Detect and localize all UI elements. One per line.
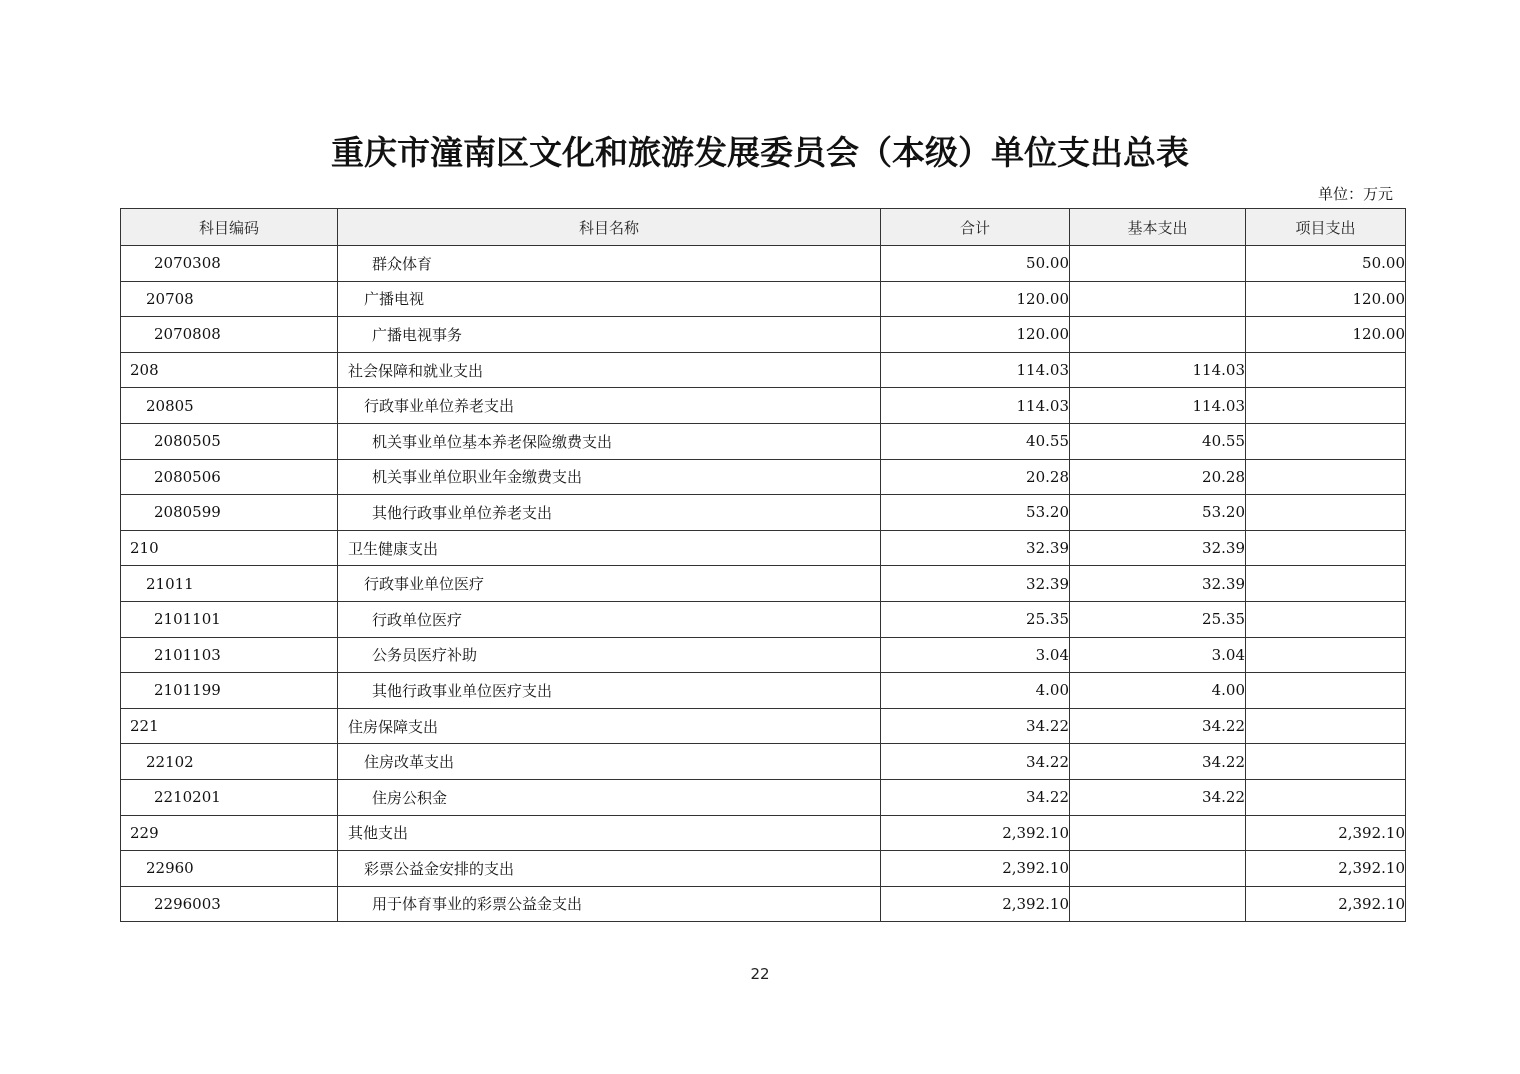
cell-name: 机关事业单位基本养老保险缴费支出 xyxy=(338,423,881,459)
cell-code: 22960 xyxy=(121,851,338,887)
cell-total: 3.04 xyxy=(881,637,1070,673)
cell-basic: 25.35 xyxy=(1070,601,1246,637)
table-row xyxy=(121,246,1406,282)
cell-basic: 20.28 xyxy=(1070,459,1246,495)
cell-total: 32.39 xyxy=(881,566,1070,602)
cell-total: 4.00 xyxy=(881,673,1070,709)
header-project: 项目支出 xyxy=(1246,209,1406,246)
header-name: 科目名称 xyxy=(338,209,881,246)
cell-project: 2,392.10 xyxy=(1246,851,1406,887)
cell-code: 229 xyxy=(121,815,338,851)
table-row xyxy=(121,352,1406,388)
cell-name: 彩票公益金安排的支出 xyxy=(338,851,881,887)
cell-project xyxy=(1246,708,1406,744)
table-row xyxy=(121,601,1406,637)
cell-total: 2,392.10 xyxy=(881,886,1070,922)
cell-basic xyxy=(1070,815,1246,851)
cell-name: 住房保障支出 xyxy=(338,708,881,744)
cell-name: 群众体育 xyxy=(338,246,881,282)
cell-name: 机关事业单位职业年金缴费支出 xyxy=(338,459,881,495)
cell-project xyxy=(1246,566,1406,602)
cell-total: 53.20 xyxy=(881,495,1070,531)
unit-label: 单位：万元 xyxy=(1317,185,1393,203)
cell-project xyxy=(1246,744,1406,780)
cell-project: 50.00 xyxy=(1246,246,1406,282)
cell-total: 2,392.10 xyxy=(881,851,1070,887)
cell-total: 50.00 xyxy=(881,246,1070,282)
cell-basic: 3.04 xyxy=(1070,637,1246,673)
cell-name: 行政事业单位医疗 xyxy=(338,566,881,602)
table-row xyxy=(121,779,1406,815)
cell-project xyxy=(1246,459,1406,495)
cell-basic: 114.03 xyxy=(1070,388,1246,424)
cell-name: 社会保障和就业支出 xyxy=(338,352,881,388)
table-row xyxy=(121,744,1406,780)
table-row xyxy=(121,459,1406,495)
header-total: 合计 xyxy=(881,209,1070,246)
cell-basic: 32.39 xyxy=(1070,566,1246,602)
cell-total: 114.03 xyxy=(881,352,1070,388)
cell-project xyxy=(1246,601,1406,637)
page-title: 重庆市潼南区文化和旅游发展委员会（本级）单位支出总表 xyxy=(331,133,1189,172)
cell-code: 22102 xyxy=(121,744,338,780)
table-body xyxy=(121,246,1406,922)
cell-name: 公务员医疗补助 xyxy=(338,637,881,673)
cell-name: 行政事业单位养老支出 xyxy=(338,388,881,424)
cell-project xyxy=(1246,637,1406,673)
table-row xyxy=(121,317,1406,353)
cell-project xyxy=(1246,495,1406,531)
cell-code: 20708 xyxy=(121,281,338,317)
cell-project xyxy=(1246,530,1406,566)
cell-project xyxy=(1246,673,1406,709)
table-row xyxy=(121,815,1406,851)
cell-basic xyxy=(1070,317,1246,353)
cell-basic: 34.22 xyxy=(1070,779,1246,815)
cell-basic: 114.03 xyxy=(1070,352,1246,388)
cell-name: 卫生健康支出 xyxy=(338,530,881,566)
cell-code: 208 xyxy=(121,352,338,388)
cell-project xyxy=(1246,352,1406,388)
table-row xyxy=(121,281,1406,317)
table-row xyxy=(121,423,1406,459)
cell-basic xyxy=(1070,851,1246,887)
cell-project: 120.00 xyxy=(1246,317,1406,353)
cell-total: 120.00 xyxy=(881,317,1070,353)
cell-name: 广播电视事务 xyxy=(338,317,881,353)
cell-code: 21011 xyxy=(121,566,338,602)
table-row xyxy=(121,495,1406,531)
cell-total: 40.55 xyxy=(881,423,1070,459)
cell-total: 34.22 xyxy=(881,744,1070,780)
table-row xyxy=(121,637,1406,673)
table-row xyxy=(121,566,1406,602)
cell-name: 用于体育事业的彩票公益金支出 xyxy=(338,886,881,922)
header-code: 科目编码 xyxy=(121,209,338,246)
cell-code: 2080599 xyxy=(121,495,338,531)
cell-code: 221 xyxy=(121,708,338,744)
cell-project xyxy=(1246,779,1406,815)
cell-code: 2080506 xyxy=(121,459,338,495)
cell-total: 114.03 xyxy=(881,388,1070,424)
cell-name: 行政单位医疗 xyxy=(338,601,881,637)
cell-project: 2,392.10 xyxy=(1246,886,1406,922)
cell-basic xyxy=(1070,281,1246,317)
cell-basic xyxy=(1070,246,1246,282)
table-row xyxy=(121,530,1406,566)
cell-code: 210 xyxy=(121,530,338,566)
cell-code: 2101199 xyxy=(121,673,338,709)
cell-project xyxy=(1246,423,1406,459)
cell-total: 20.28 xyxy=(881,459,1070,495)
table-row xyxy=(121,886,1406,922)
cell-total: 2,392.10 xyxy=(881,815,1070,851)
cell-total: 120.00 xyxy=(881,281,1070,317)
cell-name: 住房改革支出 xyxy=(338,744,881,780)
cell-basic: 34.22 xyxy=(1070,708,1246,744)
page-number: 22 xyxy=(750,965,770,983)
table-row xyxy=(121,851,1406,887)
cell-code: 2210201 xyxy=(121,779,338,815)
cell-total: 25.35 xyxy=(881,601,1070,637)
cell-total: 34.22 xyxy=(881,708,1070,744)
cell-name: 其他支出 xyxy=(338,815,881,851)
cell-code: 20805 xyxy=(121,388,338,424)
table-row xyxy=(121,388,1406,424)
cell-code: 2101103 xyxy=(121,637,338,673)
cell-project: 120.00 xyxy=(1246,281,1406,317)
cell-basic: 53.20 xyxy=(1070,495,1246,531)
cell-basic: 34.22 xyxy=(1070,744,1246,780)
cell-name: 住房公积金 xyxy=(338,779,881,815)
cell-code: 2070808 xyxy=(121,317,338,353)
cell-name: 其他行政事业单位医疗支出 xyxy=(338,673,881,709)
cell-code: 2080505 xyxy=(121,423,338,459)
cell-total: 32.39 xyxy=(881,530,1070,566)
cell-code: 2101101 xyxy=(121,601,338,637)
cell-total: 34.22 xyxy=(881,779,1070,815)
cell-code: 2296003 xyxy=(121,886,338,922)
header-basic: 基本支出 xyxy=(1070,209,1246,246)
cell-project: 2,392.10 xyxy=(1246,815,1406,851)
table-row xyxy=(121,673,1406,709)
cell-basic: 32.39 xyxy=(1070,530,1246,566)
cell-project xyxy=(1246,388,1406,424)
cell-code: 2070308 xyxy=(121,246,338,282)
cell-basic: 40.55 xyxy=(1070,423,1246,459)
table-row xyxy=(121,708,1406,744)
cell-basic xyxy=(1070,886,1246,922)
expenditure-table xyxy=(120,208,1406,922)
cell-name: 其他行政事业单位养老支出 xyxy=(338,495,881,531)
cell-basic: 4.00 xyxy=(1070,673,1246,709)
cell-name: 广播电视 xyxy=(338,281,881,317)
table-header-row xyxy=(121,209,1406,246)
